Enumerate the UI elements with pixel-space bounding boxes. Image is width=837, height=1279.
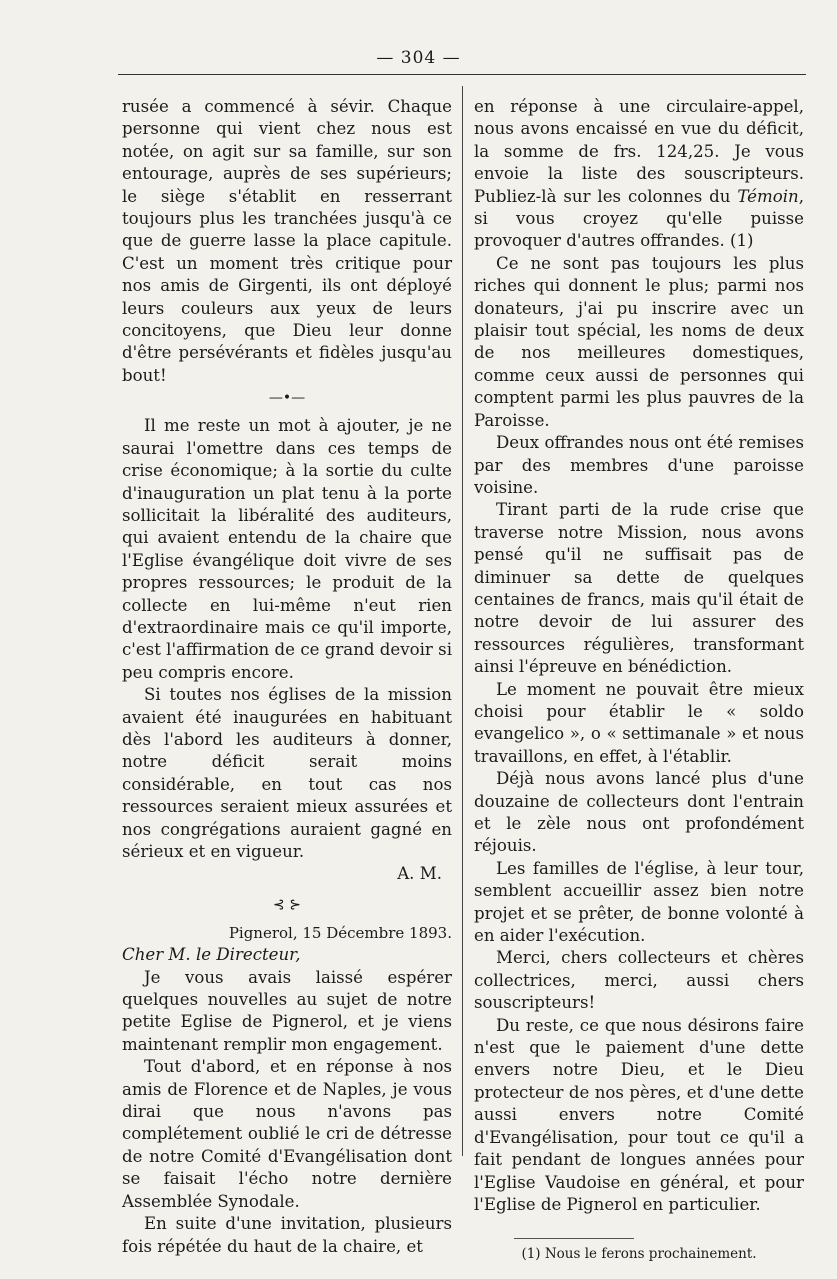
- paragraph: rusée a commencé à sévir. Chaque personne qui vient chez nous est notée, on agit sur sa famille, sur son entourage, auprès de ses supérieurs; le siège s'établit en resserrant toujours plus les tranchées jusqu'à ce que de guerre lasse la place capitule. C'est un moment très critique pour nos amis de Girgenti, ils ont déployé leurs couleurs aux yeux de leurs concitoyens, que Dieu leur donne d'être persévérants et fidèles jusqu'au bout!: [122, 97, 452, 385]
- column-divider: [462, 86, 463, 1156]
- paragraph-text: , si vous croyez qu'elle puisse provoquer d'autres offrandes. (1): [474, 186, 804, 251]
- signature-line: [122, 863, 452, 885]
- paragraph: [474, 96, 804, 253]
- footnote: (1) Nous le ferons prochainement.: [521, 1246, 757, 1263]
- place-date: Pignerol, 15 Décembre 1893.: [228, 923, 452, 942]
- right-column: [474, 96, 804, 1263]
- paragraph: Merci, chers collecteurs et chères collectrices, merci, aussi chers souscripteurs!: [474, 948, 804, 1013]
- page-number: — 304 —: [376, 48, 461, 68]
- paragraph: Tout d'abord, et en réponse à nos amis de Florence et de Naples, je vous dirai que nous n'avons pas complétement oublié le cri de détresse de notre Comité d'Evangélisation dont se faisait l'écho notre dernière Assemblée Synodale.: [122, 1057, 452, 1211]
- paragraph: Tirant parti de la rude crise que traverse notre Mission, nous avons pensé qu'il ne suffisait pas de diminuer sa dette de quelques centaines de francs, mais qu'il était de notre devoir de lui assurer des ressources régulières, transformant ainsi l'épreuve en bénédiction.: [474, 500, 804, 677]
- paragraph-text: en réponse à une circulaire-appel, nous avons encaissé en vue du déficit, la somme de frs. 124,25. Je vous envoie la liste des souscripteurs. Publiez-là sur les colonnes du: [474, 97, 804, 206]
- section-ornament: —•—: [268, 390, 306, 407]
- footnote-rule: [514, 1238, 634, 1239]
- salutation: Cher M. le Directeur,: [122, 945, 301, 965]
- paragraph: Les familles de l'église, à leur tour, semblent accueillir assez bien notre projet et se prêter, de bonne volonté à en aider l'exécution.: [474, 858, 804, 946]
- paragraph: Deux offrandes nous ont été remises par des membres d'une paroisse voisine.: [474, 433, 804, 497]
- paragraph: Ce ne sont pas toujours les plus riches qui donnent le plus; parmi nos donateurs, j'ai pu inscrire avec un plaisir tout spécial, les noms de deux de nos meilleures domestiques, comme ceux aussi de personnes qui comptent parmi les plus pauvres de la Paroisse.: [474, 253, 804, 430]
- paragraph: Le moment ne pouvait être mieux choisi pour établir le « soldo evangelico », o « settimanale » et nous travaillons, en effet, à l'établir.: [474, 679, 804, 766]
- paragraph: Je vous avais laissé espérer quelques nouvelles au sujet de notre petite Eglise de Pignerol, et je viens maintenant remplir mon engagement.: [122, 967, 452, 1054]
- newspaper-title: Témoin: [737, 186, 799, 206]
- paragraph: Déjà nous avons lancé plus d'une douzaine de collecteurs dont l'entrain et le zèle nous ont profondément réjouis.: [474, 769, 804, 856]
- left-column: [122, 96, 452, 1258]
- signature: A. M.: [397, 864, 442, 884]
- header-rule: [118, 74, 806, 75]
- paragraph: Si toutes nos églises de la mission avaient été inaugurées en habituant dès l'abord les auditeurs à donner, notre déficit serait moins considérable, en tout cas nos ressources seraient mieux assurées et nos congrégations auraient gagné en sérieux et en vigueur.: [122, 685, 452, 861]
- paragraph: Il me reste un mot à ajouter, je ne saurai l'omettre dans ces temps de crise économique; à la sortie du culte d'inauguration un plat tenu à la porte sollicitait la libéralité des auditeurs, qui avaient entendu de la chaire que l'Eglise évangélique doit vivre de ses propres ressources; le produit de la collecte en lui-même n'eut rien d'extraordinaire mais ce qu'il importe, c'est l'affirmation de ce grand devoir si peu compris encore.: [122, 416, 452, 682]
- section-ornament: ⊰ ⊱: [273, 896, 301, 913]
- paragraph: En suite d'une invitation, plusieurs fois répétée du haut de la chaire, et: [122, 1214, 452, 1256]
- paragraph: Du reste, ce que nous désirons faire n'est que le paiement d'une dette envers notre Dieu, et le Dieu protecteur de nos pères, et d'une dette aussi envers notre Comité d'Evangélisation, pour tout ce qu'il a fait pendant de longues années pour l'Eglise Vaudoise en général, et pour l'Eglise de Pignerol en particulier.: [474, 1015, 804, 1214]
